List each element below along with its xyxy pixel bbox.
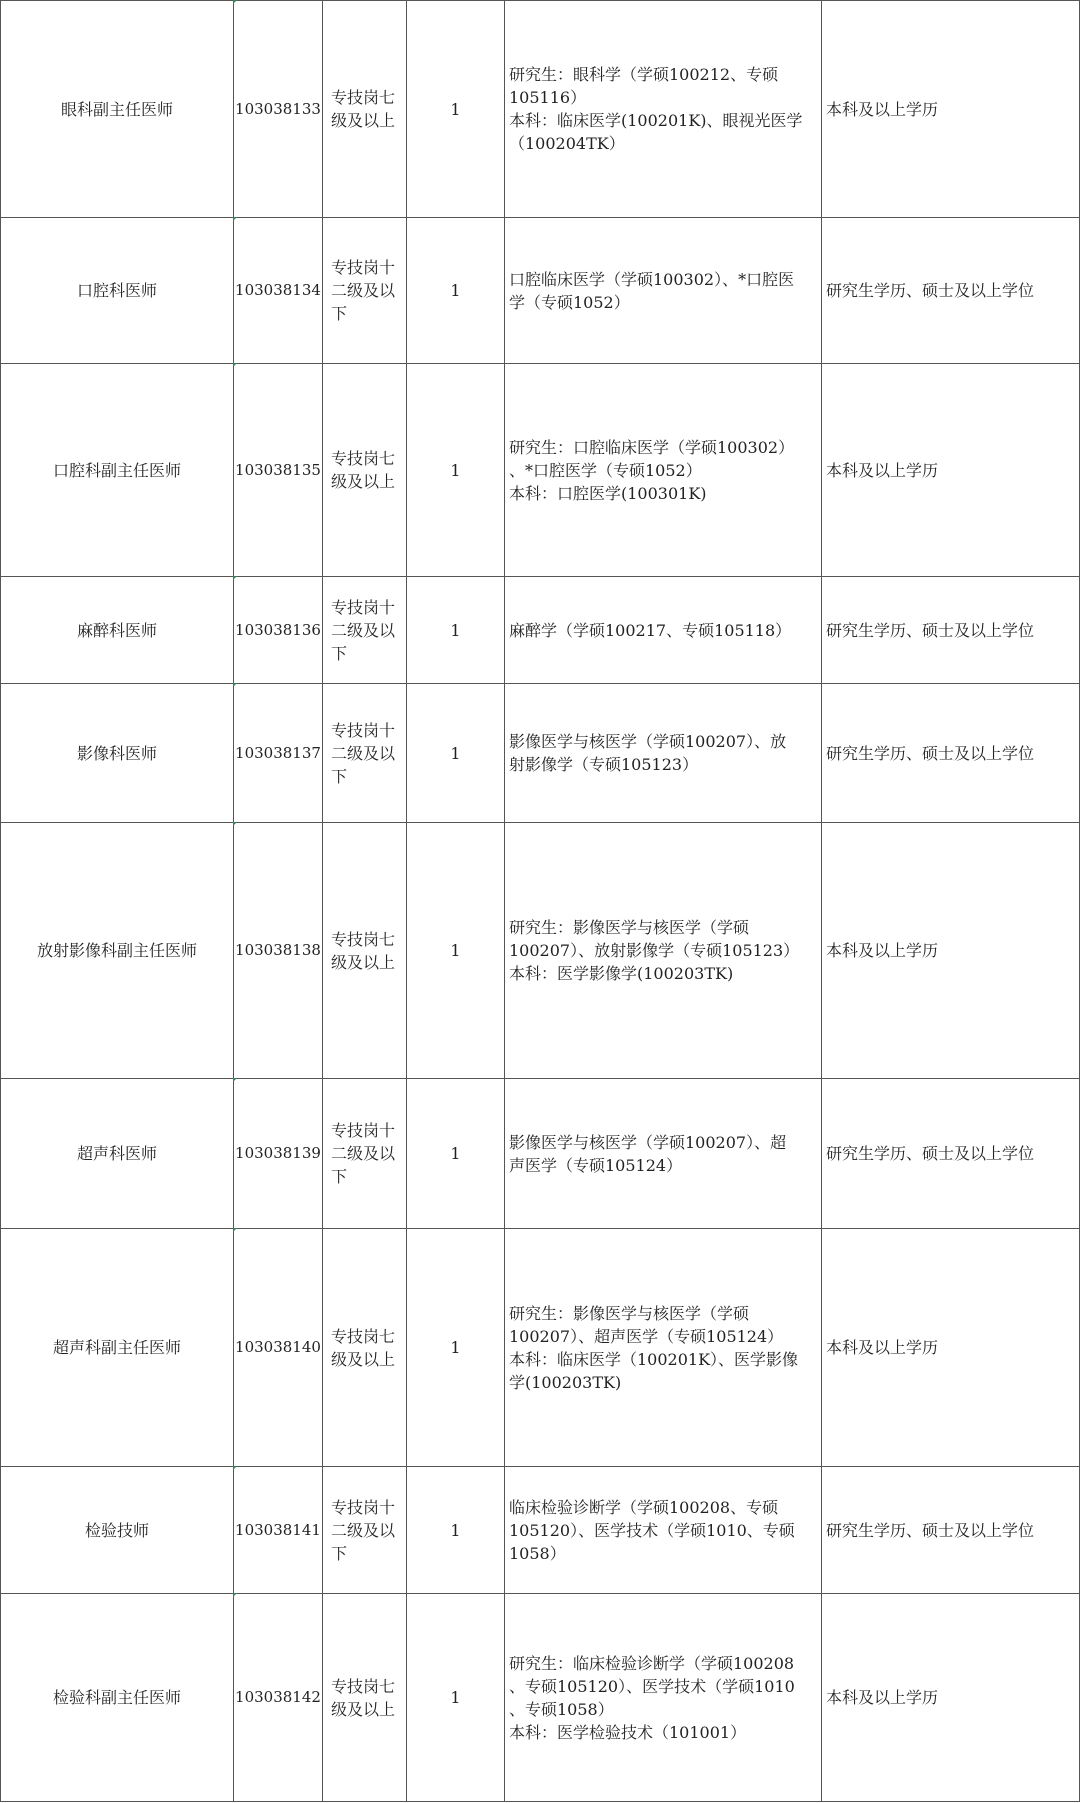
position-code-cell: 103038134 <box>234 218 323 364</box>
position-level-cell: 专技岗十二级及以下 <box>323 1467 407 1594</box>
education-requirement-cell: 研究生学历、硕士及以上学位 <box>822 1467 1080 1594</box>
position-code-cell: 103038133 <box>234 1 323 218</box>
recruit-count-cell: 1 <box>407 1594 505 1802</box>
major-requirement-cell <box>505 1594 822 1802</box>
major-requirement-line: 麻醉学（学硕100217、专硕105118） <box>509 620 792 640</box>
table-row <box>1 1467 1080 1594</box>
major-requirement-line: 、专硕1058） <box>509 1699 614 1719</box>
major-requirement-cell <box>505 364 822 577</box>
table-row <box>1 1229 1080 1467</box>
major-requirement-line: 1058） <box>509 1543 566 1563</box>
position-level-cell: 专技岗七级及以上 <box>323 1229 407 1467</box>
major-requirement-line: （100204TK） <box>509 134 625 153</box>
education-requirement-cell: 本科及以上学历 <box>822 364 1080 577</box>
recruit-count-cell: 1 <box>407 218 505 364</box>
position-title-cell: 超声科医师 <box>1 1079 234 1229</box>
recruit-count-cell: 1 <box>407 1 505 218</box>
major-requirement-line: 本科：临床医学(100201K)、眼视光医学 <box>509 111 803 130</box>
major-requirement-line: 学（专硕1052） <box>509 292 630 312</box>
table-row <box>1 1594 1080 1802</box>
major-requirement-line: 、专硕105120）、医学技术（学硕1010 <box>509 1676 795 1696</box>
position-level-cell: 专技岗七级及以上 <box>323 364 407 577</box>
education-requirement-cell: 本科及以上学历 <box>822 1594 1080 1802</box>
position-level-cell: 专技岗七级及以上 <box>323 823 407 1079</box>
major-requirement-cell <box>505 1467 822 1594</box>
table-row <box>1 684 1080 823</box>
education-requirement-cell: 本科及以上学历 <box>822 823 1080 1079</box>
education-requirement-cell: 本科及以上学历 <box>822 1 1080 218</box>
major-requirement-cell <box>505 577 822 684</box>
education-requirement-cell: 研究生学历、硕士及以上学位 <box>822 1079 1080 1229</box>
position-level-cell: 专技岗七级及以上 <box>323 1594 407 1802</box>
position-title-cell: 麻醉科医师 <box>1 577 234 684</box>
recruit-count-cell: 1 <box>407 823 505 1079</box>
position-level-cell: 专技岗十二级及以下 <box>323 577 407 684</box>
major-requirement-line: 本科：临床医学（100201K）、医学影像 <box>509 1349 799 1369</box>
major-requirement-cell <box>505 1229 822 1467</box>
position-code-cell: 103038140 <box>234 1229 323 1467</box>
education-requirement-cell: 研究生学历、硕士及以上学位 <box>822 218 1080 364</box>
position-level-cell: 专技岗十二级及以下 <box>323 218 407 364</box>
position-code-cell: 103038139 <box>234 1079 323 1229</box>
major-requirement-line: 射影像学（专硕105123） <box>509 755 699 774</box>
major-requirement-line: 研究生：眼科学（学硕100212、专硕 <box>509 65 779 84</box>
table-row <box>1 577 1080 684</box>
education-requirement-cell: 本科及以上学历 <box>822 1229 1080 1467</box>
major-requirement-line: 学(100203TK) <box>509 1372 622 1392</box>
major-requirement-line: 100207）、放射影像学（专硕105123） <box>509 941 800 960</box>
major-requirement-cell <box>505 218 822 364</box>
table-row <box>1 218 1080 364</box>
major-requirement-line: 声医学（专硕105124） <box>509 1155 683 1175</box>
major-requirement-cell <box>505 1 822 218</box>
position-title-cell: 口腔科医师 <box>1 218 234 364</box>
major-requirement-line: 研究生：影像医学与核医学（学硕 <box>509 1303 750 1323</box>
position-level-cell: 专技岗十二级及以下 <box>323 1079 407 1229</box>
major-requirement-line: 研究生：口腔临床医学（学硕100302） <box>509 437 795 457</box>
position-title-cell: 放射影像科副主任医师 <box>1 823 234 1079</box>
education-requirement-cell: 研究生学历、硕士及以上学位 <box>822 577 1080 684</box>
position-title-cell: 眼科副主任医师 <box>1 1 234 218</box>
major-requirement-line: 影像医学与核医学（学硕100207）、放 <box>509 732 787 751</box>
table-row <box>1 1079 1080 1229</box>
major-requirement-line: 本科：医学检验技术（101001） <box>509 1722 747 1742</box>
education-requirement-cell: 研究生学历、硕士及以上学位 <box>822 684 1080 823</box>
major-requirement-cell <box>505 684 822 823</box>
major-requirement-line: 临床检验诊断学（学硕100208、专硕 <box>509 1497 779 1517</box>
table-row <box>1 823 1080 1079</box>
recruit-count-cell: 1 <box>407 1079 505 1229</box>
position-code-cell: 103038138 <box>234 823 323 1079</box>
table-row <box>1 1 1080 218</box>
position-level-cell: 专技岗十二级及以下 <box>323 684 407 823</box>
position-code-cell: 103038135 <box>234 364 323 577</box>
major-requirement-line: 研究生：临床检验诊断学（学硕100208 <box>509 1653 795 1673</box>
position-title-cell: 检验技师 <box>1 1467 234 1594</box>
major-requirement-line: 影像医学与核医学（学硕100207）、超 <box>509 1132 787 1152</box>
major-requirement-line: 105120）、医学技术（学硕1010、专硕 <box>509 1520 795 1540</box>
table-row <box>1 364 1080 577</box>
major-requirement-line: 100207）、超声医学（专硕105124） <box>509 1326 784 1346</box>
position-title-cell: 口腔科副主任医师 <box>1 364 234 577</box>
positions-table-body <box>1 1 1080 1802</box>
major-requirement-cell <box>505 823 822 1079</box>
major-requirement-line: 本科：医学影像学(100203TK) <box>509 964 734 983</box>
position-code-cell: 103038141 <box>234 1467 323 1594</box>
position-code-cell: 103038137 <box>234 684 323 823</box>
position-code-cell: 103038142 <box>234 1594 323 1802</box>
recruit-count-cell: 1 <box>407 684 505 823</box>
position-level-cell: 专技岗七级及以上 <box>323 1 407 218</box>
major-requirement-line: 口腔临床医学（学硕100302）、*口腔医 <box>509 269 795 289</box>
recruit-count-cell: 1 <box>407 1467 505 1594</box>
major-requirement-line: 本科：口腔医学(100301K) <box>509 483 707 503</box>
major-requirement-cell <box>505 1079 822 1229</box>
major-requirement-line: 、*口腔医学（专硕1052） <box>509 460 702 480</box>
recruit-count-cell: 1 <box>407 364 505 577</box>
position-title-cell: 超声科副主任医师 <box>1 1229 234 1467</box>
major-requirement-line: 研究生：影像医学与核医学（学硕 <box>509 918 750 937</box>
position-title-cell: 影像科医师 <box>1 684 234 823</box>
major-requirement-line: 105116） <box>509 88 587 107</box>
position-title-cell: 检验科副主任医师 <box>1 1594 234 1802</box>
recruit-count-cell: 1 <box>407 577 505 684</box>
position-code-cell: 103038136 <box>234 577 323 684</box>
recruit-count-cell: 1 <box>407 1229 505 1467</box>
